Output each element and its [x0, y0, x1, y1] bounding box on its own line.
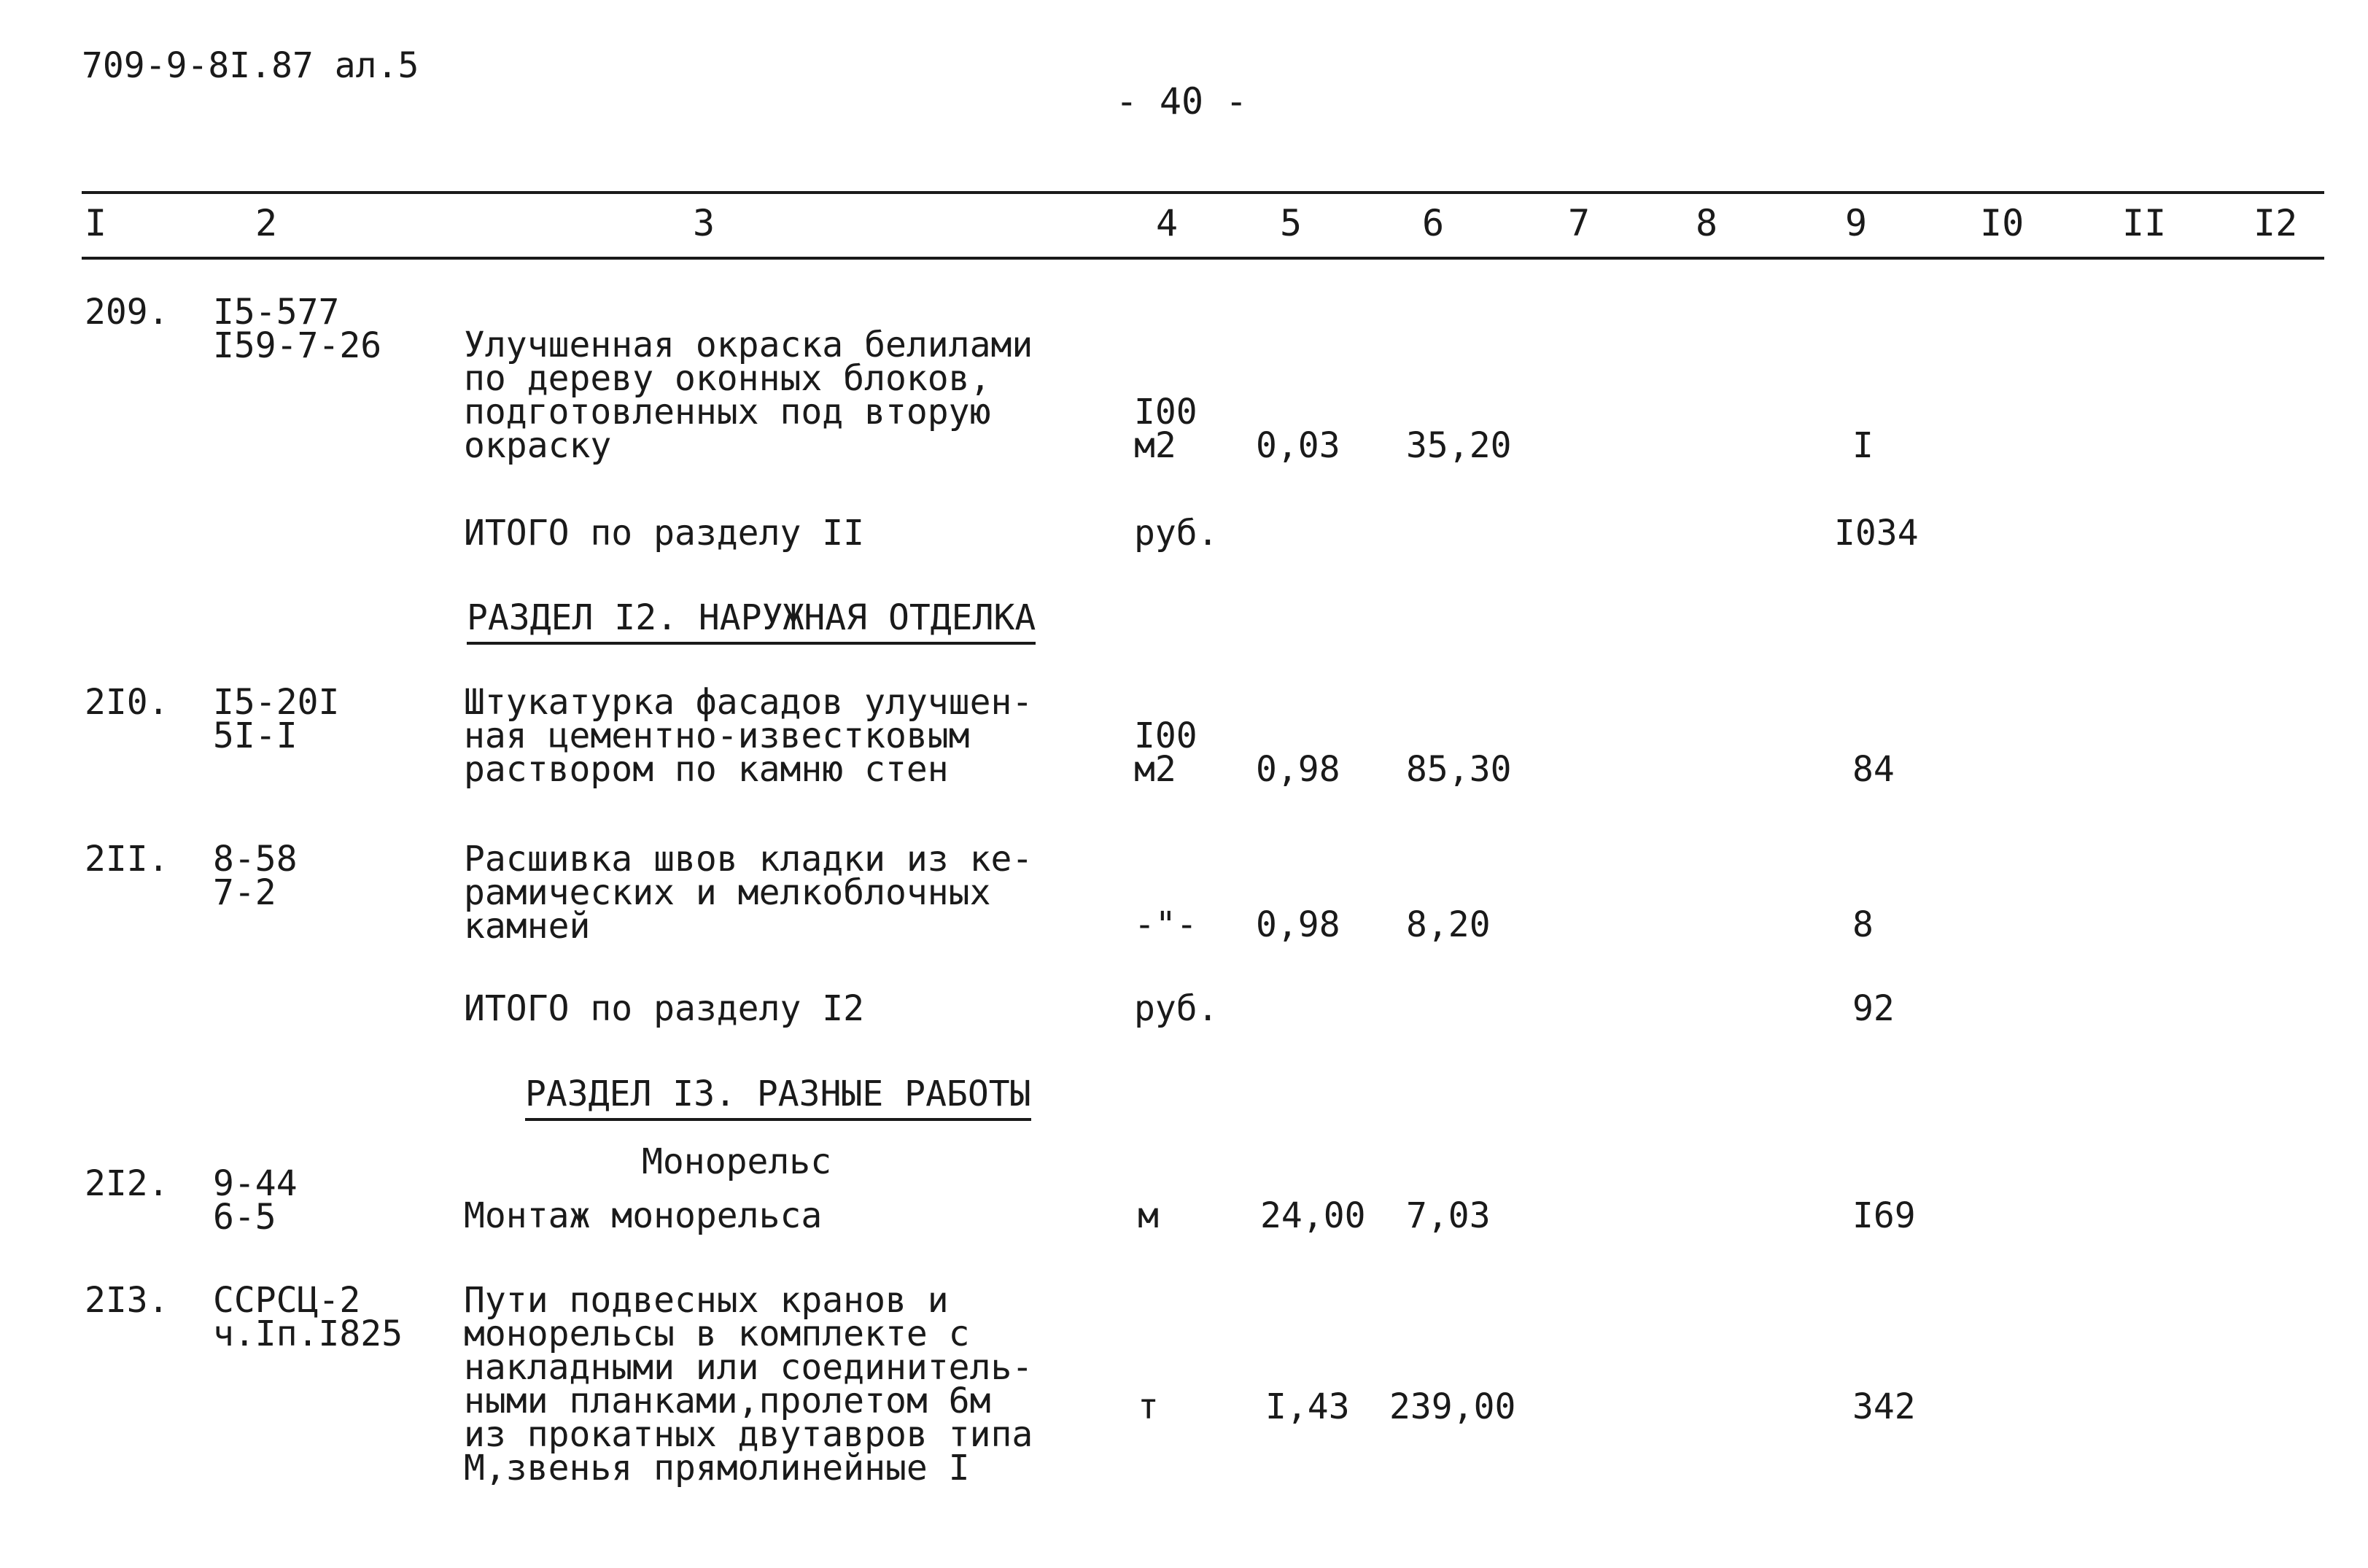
column-header-5: 5	[1280, 202, 1303, 244]
row-total: I69	[1852, 1195, 1916, 1236]
section-title: РАЗДЕЛ I3. РАЗНЫЕ РАБОТЫ	[525, 1076, 1031, 1121]
column-header-8: 8	[1696, 202, 1718, 244]
document-code: 709-9-8I.87 ал.5	[82, 45, 419, 86]
row-number: 2II.	[85, 839, 169, 880]
column-header-1: I	[85, 202, 107, 244]
row-unit: т	[1138, 1386, 1159, 1427]
row-price: 35,20	[1406, 425, 1512, 466]
row-quantity: 0,98	[1256, 904, 1340, 945]
row-quantity: 24,00	[1260, 1195, 1366, 1236]
row-description: Расшивка швов кладки из ке- рамических и мелкоблочных камней	[464, 839, 1033, 947]
column-header-2: 2	[255, 202, 278, 244]
row-total: I	[1852, 425, 1874, 466]
row-quantity: 0,98	[1256, 749, 1340, 790]
row-code: ССРСЦ-2 ч.Iп.I825	[213, 1280, 403, 1354]
page-number: - 40 -	[1115, 80, 1248, 123]
column-header-4: 4	[1156, 202, 1179, 244]
row-unit: руб.	[1134, 513, 1219, 554]
column-header-11: II	[2122, 202, 2167, 244]
column-header-9: 9	[1845, 202, 1868, 244]
row-price: 85,30	[1406, 749, 1512, 790]
column-header-3: 3	[693, 202, 715, 244]
section-title: РАЗДЕЛ I2. НАРУЖНАЯ ОТДЕЛКА	[467, 599, 1036, 645]
row-code: 8-58 7-2	[213, 839, 298, 913]
column-header-6: 6	[1422, 202, 1445, 244]
row-code: I5-577 I59-7-26	[213, 292, 382, 366]
row-unit: м	[1138, 1195, 1159, 1236]
row-total: 84	[1852, 749, 1895, 790]
row-total: I034	[1834, 513, 1919, 554]
row-unit: I00 м2	[1134, 715, 1197, 790]
header-rule-bottom	[82, 257, 2324, 260]
row-number: 209.	[85, 292, 169, 333]
row-description: Штукатурка фасадов улучшен- ная цементно-известковым раствором по камню стен	[464, 682, 1033, 790]
column-header-7: 7	[1568, 202, 1591, 244]
row-description: ИТОГО по разделу I2	[464, 988, 865, 1029]
column-header-12: I2	[2254, 202, 2298, 244]
row-description: Улучшенная окраска белилами по дереву оконных блоков, подготовленных под вторую окраску	[464, 325, 1033, 466]
row-code: 9-44 6-5	[213, 1163, 298, 1238]
row-quantity: 0,03	[1256, 425, 1340, 466]
header-rule-top	[82, 191, 2324, 194]
row-price: 239,00	[1389, 1386, 1516, 1427]
row-number: 2I3.	[85, 1280, 169, 1321]
row-unit: I00 м2	[1134, 392, 1197, 466]
row-number: 2I2.	[85, 1163, 169, 1204]
row-total: 342	[1852, 1386, 1916, 1427]
row-price: 7,03	[1406, 1195, 1491, 1236]
row-unit: руб.	[1134, 988, 1219, 1029]
row-number: 2I0.	[85, 682, 169, 723]
row-code: I5-20I 5I-I	[213, 682, 340, 756]
row-unit: -"-	[1134, 904, 1197, 945]
row-quantity: I,43	[1265, 1386, 1350, 1427]
row-total: 92	[1852, 988, 1895, 1029]
row-description: ИТОГО по разделу II	[464, 513, 865, 554]
row-price: 8,20	[1406, 904, 1491, 945]
column-header-10: I0	[1980, 202, 2025, 244]
row-description: Пути подвесных кранов и монорельсы в комплекте с накладными или соединитель- ными планками,пролетом 6м из прокатных двутавров типа М,звенья прямолинейные I	[464, 1280, 1033, 1489]
row-total: 8	[1852, 904, 1874, 945]
row-description: Монтаж монорельса	[464, 1195, 823, 1236]
subheading: Монорельс	[642, 1141, 832, 1182]
